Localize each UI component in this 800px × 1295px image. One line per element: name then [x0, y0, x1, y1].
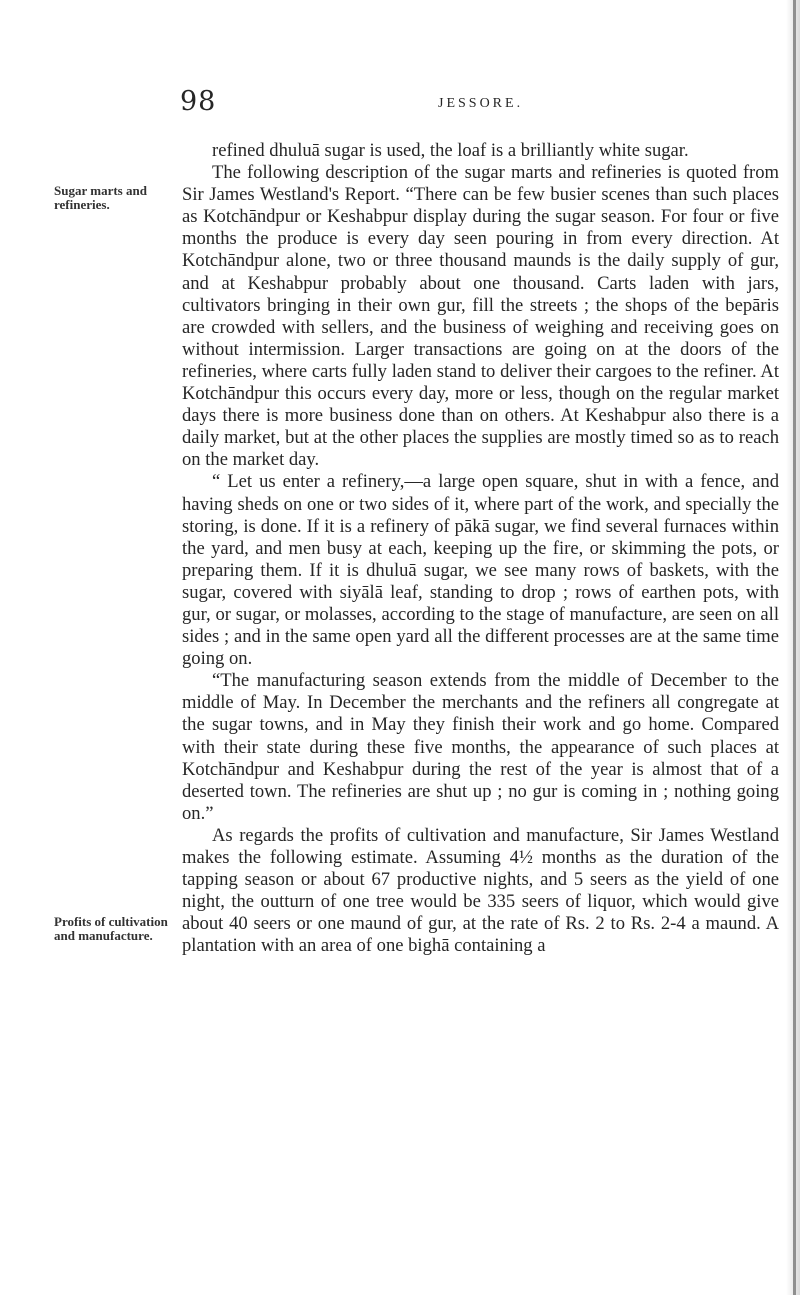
paragraph-refinery: “ Let us enter a refinery,—a large open square, shut in with a fence, and having sheds on one or two sides of it, where part of the work, and specially the storing, is done. If it is a refinery of pākā sugar, we find several furnaces within the yard, and men busy at each, keeping up the fire, or skimming the pots, or preparing them. If it is dhuluā sugar, we see many rows of baskets, with the sugar, covered with siyālā leaf, standing to drop ; rows of earthen pots, with gur, or sugar, or molasses, according to the stage of manufacture, are seen on all sides ; and in the same open yard all the different processes are at the same time going on. [182, 471, 779, 670]
margin-note-profits: Profits of cultivation and manufacture. [54, 914, 168, 943]
page-edge-line [793, 0, 796, 1295]
page-number: 98 [180, 86, 217, 117]
paragraph-profits: As regards the profits of cultivation and manufacture, Sir James Westland makes the following estimate. Assuming 4½ months as the duration of the tapping season or about 67 productive nights, and 5 seers as the yield of one night, the outturn of one tree would be 335 seers of liquor, which would give about 40 seers or one maund of gur, at the rate of Rs. 2 to Rs. 2-4 a maund. A plantation with an area of one bighā containing a [182, 824, 779, 957]
margin-note-sugar-marts: Sugar marts and refineries. [54, 183, 147, 212]
body-text [182, 140, 779, 957]
paragraph-sugar-marts: The following description of the sugar marts and refineries is quoted from Sir James Westland's Report. “There can be few busier scenes than such places as Kotchāndpur or Keshabpur display during the sugar season. For four or five months the produce is every day seen pouring in from every direction. At Kotchāndpur alone, two or three thousand maunds is the daily supply of gur, and at Keshabpur probably about one thousand. Carts laden with jars, cultivators bringing in their own gur, fill the streets ; the shops of the bepāris are crowded with sellers, and the business of weighing and receiving goes on without intermission. Larger transactions are going on at the doors of the refineries, where carts fully laden stand to deliver their cargoes to the refiner. At Kotchāndpur this occurs every day, more or less, though on the regular market days there is more business done than on others. At Keshabpur also there is a daily market, but at the other places the supplies are mostly timed so as to reach on the market day. [182, 162, 779, 471]
running-head: JESSORE. [438, 96, 524, 111]
paragraph-refined-sugar: refined dhuluā sugar is used, the loaf is a brilliantly white sugar. [212, 140, 689, 161]
paragraph-manufacturing-season: “The manufacturing season extends from the middle of December to the middle of May. In December the merchants and the refiners all congregate at the sugar towns, and in May they finish their work and go home. Compared with their state during these five months, the appearance of such places at Kotchāndpur and Keshabpur during the rest of the year is almost that of a deserted town. The refineries are shut up ; no gur is coming in ; nothing going on.” [182, 670, 779, 824]
